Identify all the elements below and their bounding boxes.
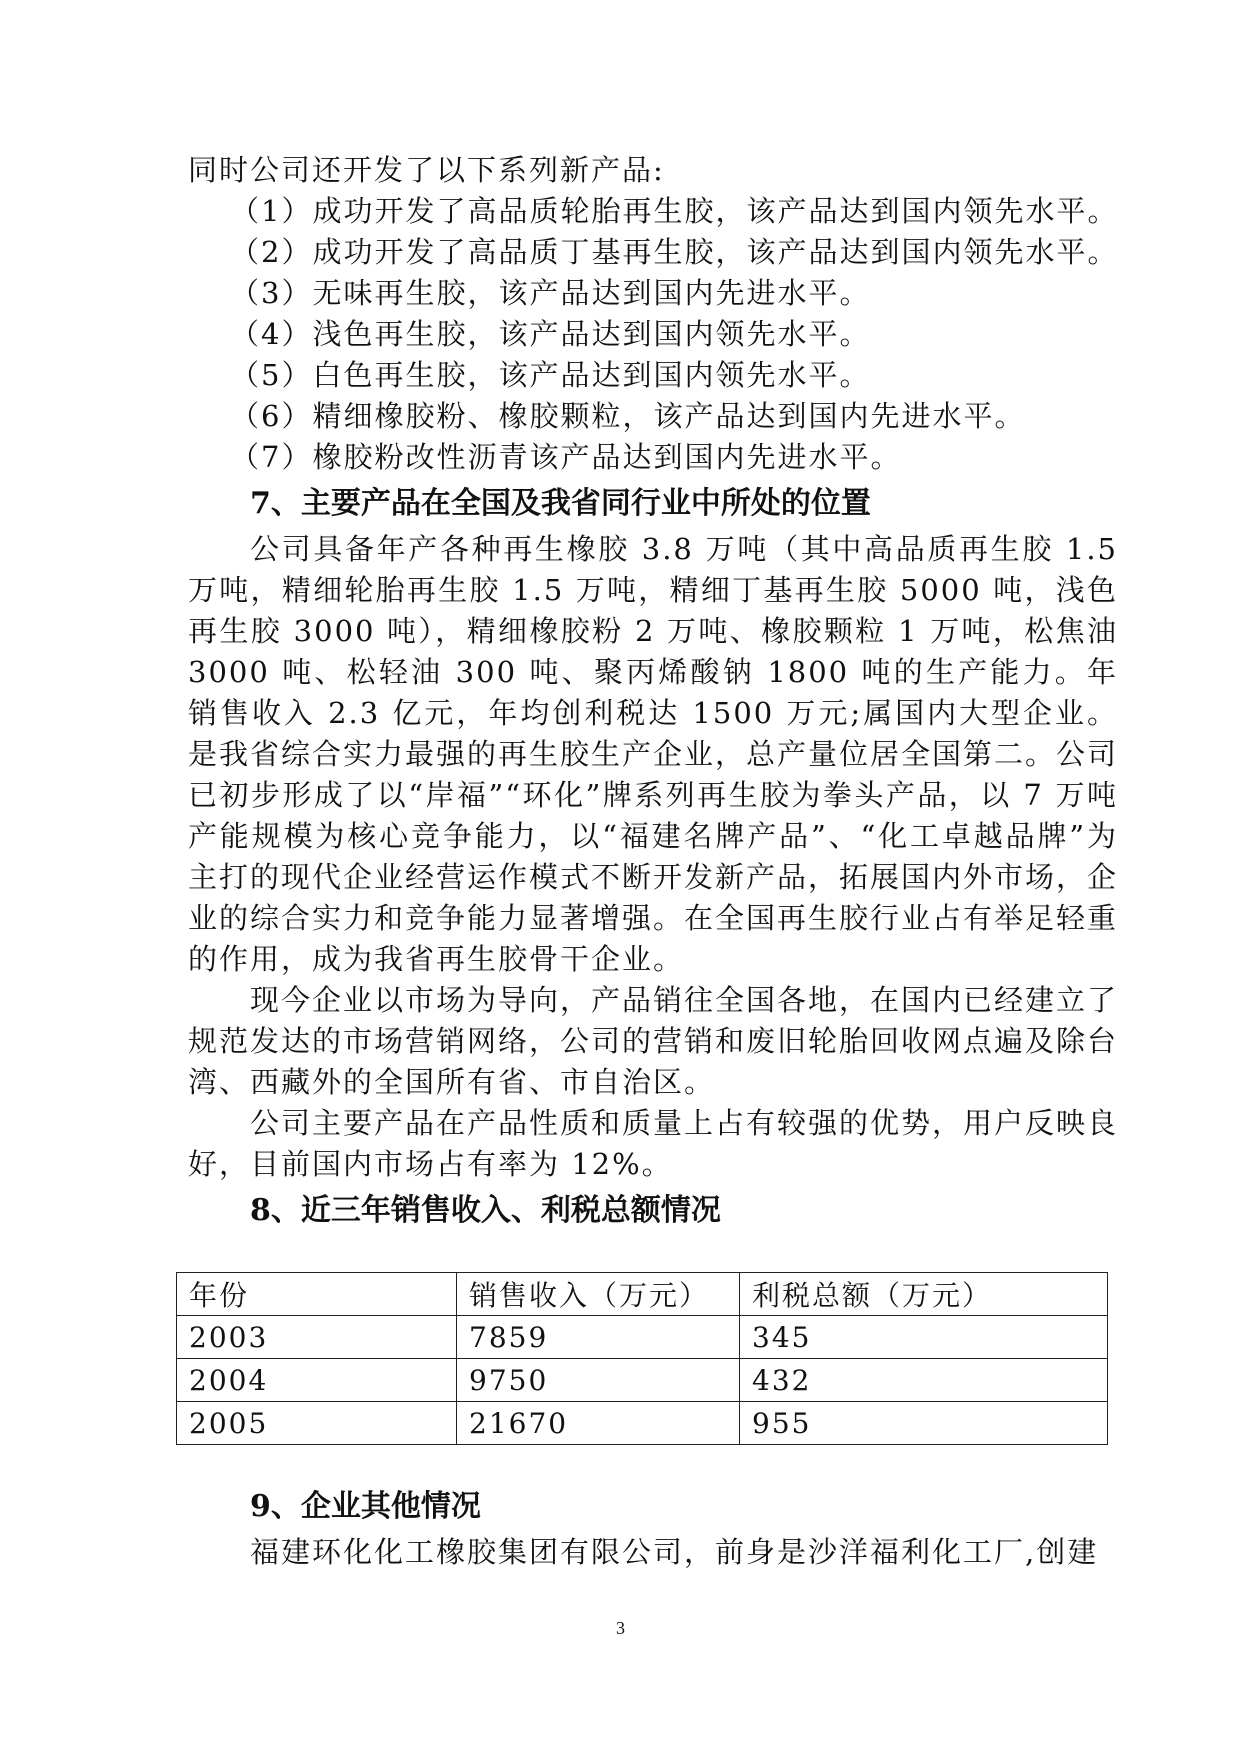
cell-tax: 432 <box>740 1359 1108 1402</box>
product-item: （3）无味再生胶，该产品达到国内先进水平。 <box>230 276 871 310</box>
product-item: （5）白色再生胶，该产品达到国内领先水平。 <box>230 358 871 392</box>
cell-year: 2004 <box>177 1359 457 1402</box>
header-year: 年份 <box>177 1273 457 1316</box>
products-intro: 同时公司还开发了以下系列新产品: <box>188 153 665 187</box>
cell-year: 2003 <box>177 1316 457 1359</box>
sales-table-wrapper <box>188 1272 1118 1445</box>
section-9-paragraph: 福建环化化工橡胶集团有限公司，前身是沙洋福利化工厂,创建 <box>250 1535 1099 1569</box>
header-sales: 销售收入（万元） <box>457 1273 740 1316</box>
cell-year: 2005 <box>177 1402 457 1445</box>
cell-sales: 7859 <box>457 1316 740 1359</box>
table-row <box>177 1316 1108 1359</box>
section-9-heading: 9、企业其他情况 <box>250 1489 481 1524</box>
product-item: （1）成功开发了高品质轮胎再生胶，该产品达到国内领先水平。 <box>230 194 1119 228</box>
product-item: （4）浅色再生胶，该产品达到国内领先水平。 <box>230 317 871 351</box>
table-row <box>177 1402 1108 1445</box>
cell-tax: 345 <box>740 1316 1108 1359</box>
section-7-heading: 7、主要产品在全国及我省同行业中所处的位置 <box>250 486 871 521</box>
cell-tax: 955 <box>740 1402 1108 1445</box>
cell-sales: 21670 <box>457 1402 740 1445</box>
section-8-heading: 8、近三年销售收入、利税总额情况 <box>250 1193 721 1228</box>
section-7-paragraph: 现今企业以市场为导向，产品销往全国各地，在国内已经建立了规范发达的市场营销网络，公司的营销和废旧轮胎回收网点遍及除台湾、西藏外的全国所有省、市自治区。 <box>188 983 1119 1099</box>
section-7-paragraph: 公司具备年产各种再生橡胶 3.8 万吨（其中高品质再生胶 1.5 万吨，精细轮胎再生胶 1.5 万吨，精细丁基再生胶 5000 吨，浅色再生胶 3000 吨），精细橡胶粉 2 万吨、橡胶颗粒 1 万吨，松焦油 3000 吨、松轻油 300 吨、聚丙烯酸钠 1800 吨的生产能力。年销售收入 2.3 亿元，年均创利税达 1500 万元;属国内大型企业。是我省综合实力最强的再生胶生产企业，总产量位居全国第二。公司已初步形成了以“岸福”“环化”牌系列再生胶为拳头产品，以 7 万吨产能规模为核心竞争能力，以“福建名牌产品”、“化工卓越品牌”为主打的现代企业经营运作模式不断开发新产品，拓展国内外市场，企业的综合实力和竞争能力显著增强。在全国再生胶行业占有举足轻重的作用，成为我省再生胶骨干企业。 <box>188 532 1119 976</box>
product-item: （6）精细橡胶粉、橡胶颗粒，该产品达到国内先进水平。 <box>230 399 1026 433</box>
section-7-paragraph: 公司主要产品在产品性质和质量上占有较强的优势，用户反映良好，目前国内市场占有率为 12%。 <box>188 1106 1119 1181</box>
page-content <box>188 150 1118 1573</box>
header-tax: 利税总额（万元） <box>740 1273 1108 1316</box>
page-number: 3 <box>616 1618 625 1638</box>
cell-sales: 9750 <box>457 1359 740 1402</box>
sales-table <box>176 1272 1108 1445</box>
product-item: （7）橡胶粉改性沥青该产品达到国内先进水平。 <box>230 440 902 474</box>
table-header-row <box>177 1273 1108 1316</box>
table-row <box>177 1359 1108 1402</box>
product-item: （2）成功开发了高品质丁基再生胶，该产品达到国内领先水平。 <box>230 235 1119 269</box>
